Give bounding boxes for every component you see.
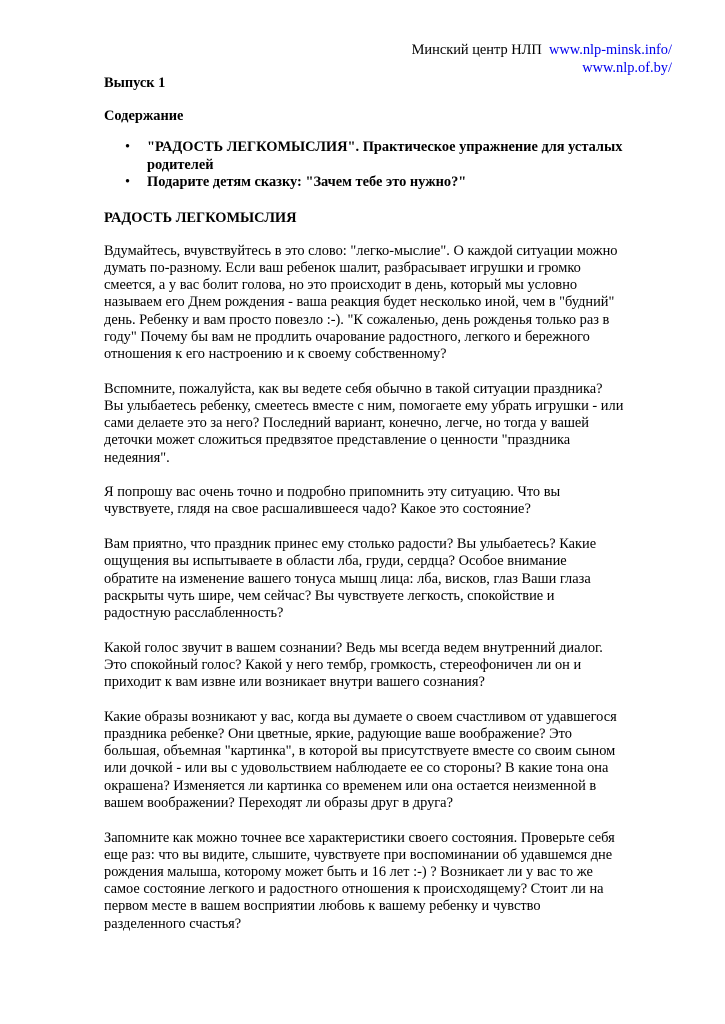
paragraph: Вам приятно, что праздник принес ему столько радости? Вы улыбаетесь? Какие ощущения вы испытываете в области лба, груди, сердца? Особое внимание обратите на изменение вашего тонуса мышц лица: лба, висков, глаз Ваши глаза раскрыты чуть шире, чем сейчас? Вы чувствуете легкость, спокойствие и радостную расслабленность? [104,536,597,621]
section-title: РАДОСТЬ ЛЕГКОМЫСЛИЯ [104,209,297,226]
toc-title: Содержание [104,108,184,125]
paragraph: Какие образы возникают у вас, когда вы думаете о своем счастливом от удавшегося праздника ребенке? Они цветные, яркие, радующие ваше воображение? Это большая, объемная "картинка", в которой вы присутствуете вместе со своим сыном или дочкой - или вы с удовольствием наблюдаете ее со стороны? В какие тона она окрашена? Изменяется ли картинка со временем или она остается неизменной в вашем воображении? Переходят ли образы друг в друга? [104,708,617,811]
paragraph: Вспомните, пожалуйста, как вы ведете себя обычно в такой ситуации праздника? Вы улыбаетесь ребенку, смеетесь вместе с ним, помогаете ему убрать игрушки - или сами делаете это за него? Последний вариант, конечно, легче, но тогда у вашей деточки может сложиться предвзятое представление о ценности "праздника недеяния". [104,380,624,466]
header-org: Минский центр НЛП [411,42,542,58]
bullet-icon: • [125,139,131,156]
toc-item-text: "РАДОСТЬ ЛЕГКОМЫСЛИЯ". Практическое упражнение для усталых родителей [147,139,623,173]
toc-item-text: Подарите детям сказку: "Зачем тебе это нужно?" [147,174,467,191]
toc-item [104,139,624,174]
issue-label: Выпуск 1 [104,75,166,91]
header-link-nlp-minsk[interactable]: www.nlp-minsk.info/ [549,42,672,58]
toc-item [104,174,624,191]
header-link-nlp-of-by[interactable]: www.nlp.of.by/ [582,59,672,76]
header-line-1 [412,42,672,60]
paragraph: Я попрошу вас очень точно и подробно припомнить эту ситуацию. Что вы чувствуете, глядя на свое расшалившееся чадо? Какое это состояние? [104,484,561,518]
paragraph: Запомните как можно точнее все характеристики своего состояния. Проверьте себя еще раз: что вы видите, слышите, чувствуете при воспоминании об удавшемся дне рождения малыша, которому может быть и 16 лет :-) ? Возникает ли у вас то же самое состояние легкого и радостного отношения к происходящему? Стоит ли на первом месте в вашем восприятии любовь к вашему ребенку и чувство разделенного счастья? [104,829,615,932]
bullet-icon: • [125,174,131,191]
page-header [412,42,672,77]
document-body [104,75,624,950]
paragraph: Вдумайтесь, вчувствуйтесь в это слово: "легко-мыслие". О каждой ситуации можно думать по-разному. Если ваш ребенок шалит, разбрасывает игрушки и громко смеется, а у вас болит голова, но это происходит в день, который мы условно называем его Днем рождения - ваша реакция будет несколько иной, чем в "будний" день. Ребенку и вам просто повезло :-). "К сожаленью, день рожденья только раз в году" Почему бы вам не продлить очарование радостного, легкого и бережного отношения к его настроению и к своему собственному? [104,242,618,363]
paragraph: Какой голос звучит в вашем сознании? Ведь мы всегда ведем внутренний диалог. Это спокойный голос? Какой у него тембр, громкость, стереофоничен ли он и приходит к вам извне или возникает внутри вашего сознания? [104,639,603,691]
table-of-contents [104,139,624,191]
